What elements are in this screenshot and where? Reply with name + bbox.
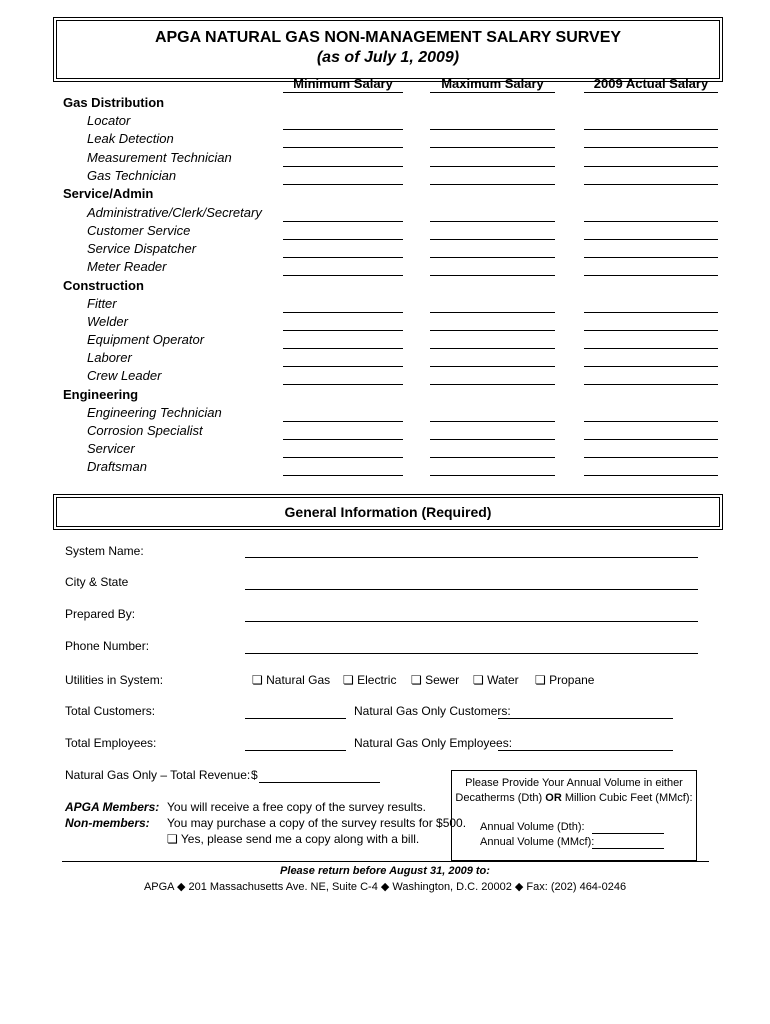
salary-field-max[interactable] <box>430 384 555 385</box>
salary-field-actual[interactable] <box>584 348 718 349</box>
col-max-salary: Maximum Salary <box>430 76 555 93</box>
survey-title: APGA NATURAL GAS NON-MANAGEMENT SALARY SURVEY <box>154 29 622 46</box>
job-label: Equipment Operator <box>87 332 205 347</box>
survey-date: (as of July 1, 2009) <box>316 49 460 66</box>
salary-field-actual[interactable] <box>584 421 718 422</box>
prepared-by-field[interactable] <box>245 621 698 622</box>
utility-label: Sewer <box>425 673 460 687</box>
mmcf-field[interactable] <box>592 848 664 849</box>
city-state-label: City & State <box>65 575 129 589</box>
salary-field-actual[interactable] <box>584 129 718 130</box>
system-name-label: System Name: <box>65 544 144 558</box>
volume-units <box>452 792 696 804</box>
salary-field-max[interactable] <box>430 348 555 349</box>
total-employees-label: Total Employees: <box>65 736 157 750</box>
city-state-field[interactable] <box>245 589 698 590</box>
revenue-field[interactable] <box>259 782 380 783</box>
salary-field-max[interactable] <box>430 147 555 148</box>
job-label: Administrative/Clerk/Secretary <box>87 205 262 220</box>
return-instructions: Please return before August 31, 2009 to: <box>280 865 490 877</box>
job-label: Leak Detection <box>87 131 174 146</box>
salary-field-actual[interactable] <box>584 439 718 440</box>
salary-field-max[interactable] <box>430 421 555 422</box>
salary-field-max[interactable] <box>430 275 555 276</box>
dth-unit-text: Decatherms (Dth) <box>455 792 543 804</box>
col-min-salary: Minimum Salary <box>283 76 403 93</box>
job-label: Gas Technician <box>87 168 177 183</box>
salary-field-max[interactable] <box>430 257 555 258</box>
ng-customers-field[interactable] <box>498 718 673 719</box>
salary-field-actual[interactable] <box>584 475 718 476</box>
salary-field-max[interactable] <box>430 312 555 313</box>
dth-field[interactable] <box>592 833 664 834</box>
volume-instructions: Please Provide Your Annual Volume in either <box>465 777 683 789</box>
annual-volume-box <box>451 770 697 861</box>
nonmembers-label: Non-members: <box>65 816 150 830</box>
salary-field-actual[interactable] <box>584 275 718 276</box>
salary-field-max[interactable] <box>430 366 555 367</box>
utility-sewer-checkbox[interactable] <box>411 673 459 687</box>
category-service-admin: Service/Admin <box>63 186 154 201</box>
checkbox-icon: ❏ <box>535 673 546 687</box>
salary-field-min[interactable] <box>283 257 403 258</box>
salary-field-min[interactable] <box>283 348 403 349</box>
salary-field-min[interactable] <box>283 366 403 367</box>
salary-field-min[interactable] <box>283 147 403 148</box>
ng-customers-label: Natural Gas Only Customers: <box>354 704 511 718</box>
job-label: Fitter <box>87 296 117 311</box>
category-gas-distribution: Gas Distribution <box>63 95 165 110</box>
job-label: Locator <box>87 113 131 128</box>
job-label: Draftsman <box>87 459 147 474</box>
checkbox-icon: ❏ <box>252 673 263 687</box>
total-employees-field[interactable] <box>245 750 346 751</box>
job-label: Meter Reader <box>87 259 167 274</box>
revenue-dollar: $ <box>251 768 258 782</box>
salary-field-max[interactable] <box>430 457 555 458</box>
ng-employees-field[interactable] <box>498 750 673 751</box>
salary-field-min[interactable] <box>283 384 403 385</box>
nonmembers-text: You may purchase a copy of the survey results for $500. <box>167 816 467 830</box>
job-label: Engineering Technician <box>87 405 222 420</box>
salary-field-actual[interactable] <box>584 239 718 240</box>
utility-label: Propane <box>549 673 595 687</box>
title-box <box>53 17 723 82</box>
job-label: Service Dispatcher <box>87 241 197 256</box>
salary-field-actual[interactable] <box>584 457 718 458</box>
job-label: Measurement Technician <box>87 150 232 165</box>
salary-field-actual[interactable] <box>584 384 718 385</box>
job-label: Crew Leader <box>87 368 162 383</box>
mmcf-unit-text: Million Cubic Feet (MMcf): <box>564 792 693 804</box>
salary-field-max[interactable] <box>430 330 555 331</box>
or-text: OR <box>545 792 562 804</box>
salary-field-max[interactable] <box>430 166 555 167</box>
utility-label: Water <box>487 673 519 687</box>
category-engineering: Engineering <box>63 387 139 402</box>
salary-field-min[interactable] <box>283 312 403 313</box>
salary-field-actual[interactable] <box>584 221 718 222</box>
utility-water-checkbox[interactable] <box>473 673 519 687</box>
salary-field-min[interactable] <box>283 275 403 276</box>
job-label: Servicer <box>87 441 135 456</box>
salary-field-min[interactable] <box>283 129 403 130</box>
utility-propane-checkbox[interactable] <box>535 673 594 687</box>
general-info-header <box>53 494 723 530</box>
salary-field-max[interactable] <box>430 239 555 240</box>
utility-label: Electric <box>357 673 397 687</box>
salary-field-max[interactable] <box>430 129 555 130</box>
job-label: Corrosion Specialist <box>87 423 203 438</box>
salary-field-actual[interactable] <box>584 366 718 367</box>
salary-field-actual[interactable] <box>584 257 718 258</box>
utility-natural-gas-checkbox[interactable] <box>252 673 330 687</box>
checkbox-icon: ❏ <box>473 673 484 687</box>
job-label: Laborer <box>87 350 132 365</box>
col-actual-salary: 2009 Actual Salary <box>584 76 718 93</box>
utilities-label: Utilities in System: <box>65 673 164 687</box>
utility-electric-checkbox[interactable] <box>343 673 396 687</box>
salary-field-actual[interactable] <box>584 147 718 148</box>
category-construction: Construction <box>63 278 144 293</box>
salary-field-max[interactable] <box>430 221 555 222</box>
salary-field-actual[interactable] <box>584 330 718 331</box>
salary-field-max[interactable] <box>430 184 555 185</box>
salary-field-actual[interactable] <box>584 312 718 313</box>
dth-label: Annual Volume (Dth): <box>480 821 585 833</box>
checkbox-icon: ❏ <box>411 673 422 687</box>
salary-field-min[interactable] <box>283 457 403 458</box>
salary-field-actual[interactable] <box>584 166 718 167</box>
mmcf-label: Annual Volume (MMcf): <box>480 836 595 848</box>
total-customers-field[interactable] <box>245 718 346 719</box>
prepared-by-label: Prepared By: <box>65 607 136 621</box>
job-label: Welder <box>87 314 128 329</box>
salary-field-min[interactable] <box>283 439 403 440</box>
yes-copy-checkbox[interactable] <box>167 832 419 846</box>
salary-field-min[interactable] <box>283 421 403 422</box>
phone-field[interactable] <box>245 653 698 654</box>
system-name-field[interactable] <box>245 557 698 558</box>
salary-field-min[interactable] <box>283 184 403 185</box>
footer-divider <box>62 861 709 862</box>
salary-field-max[interactable] <box>430 439 555 440</box>
job-label: Customer Service <box>87 223 191 238</box>
yes-copy-label: Yes, please send me a copy along with a bill. <box>180 832 420 846</box>
salary-field-min[interactable] <box>283 221 403 222</box>
salary-field-min[interactable] <box>283 239 403 240</box>
salary-field-min[interactable] <box>283 166 403 167</box>
revenue-label: Natural Gas Only – Total Revenue: <box>65 768 251 782</box>
phone-label: Phone Number: <box>65 639 150 653</box>
salary-field-min[interactable] <box>283 475 403 476</box>
total-customers-label: Total Customers: <box>65 704 156 718</box>
salary-field-max[interactable] <box>430 475 555 476</box>
general-info-title: General Information (Required) <box>284 504 492 520</box>
members-text: You will receive a free copy of the survey results. <box>167 800 427 814</box>
salary-field-actual[interactable] <box>584 184 718 185</box>
checkbox-icon: ❏ <box>343 673 354 687</box>
salary-field-min[interactable] <box>283 330 403 331</box>
checkbox-icon: ❏ <box>167 832 178 846</box>
utility-label: Natural Gas <box>266 673 331 687</box>
members-label: APGA Members: <box>65 800 160 814</box>
return-address: APGA ◆ 201 Massachusetts Ave. NE, Suite C-4 ◆ Washington, D.C. 20002 ◆ Fax: (202) 464-0246 <box>143 881 627 893</box>
ng-employees-label: Natural Gas Only Employees: <box>354 736 513 750</box>
